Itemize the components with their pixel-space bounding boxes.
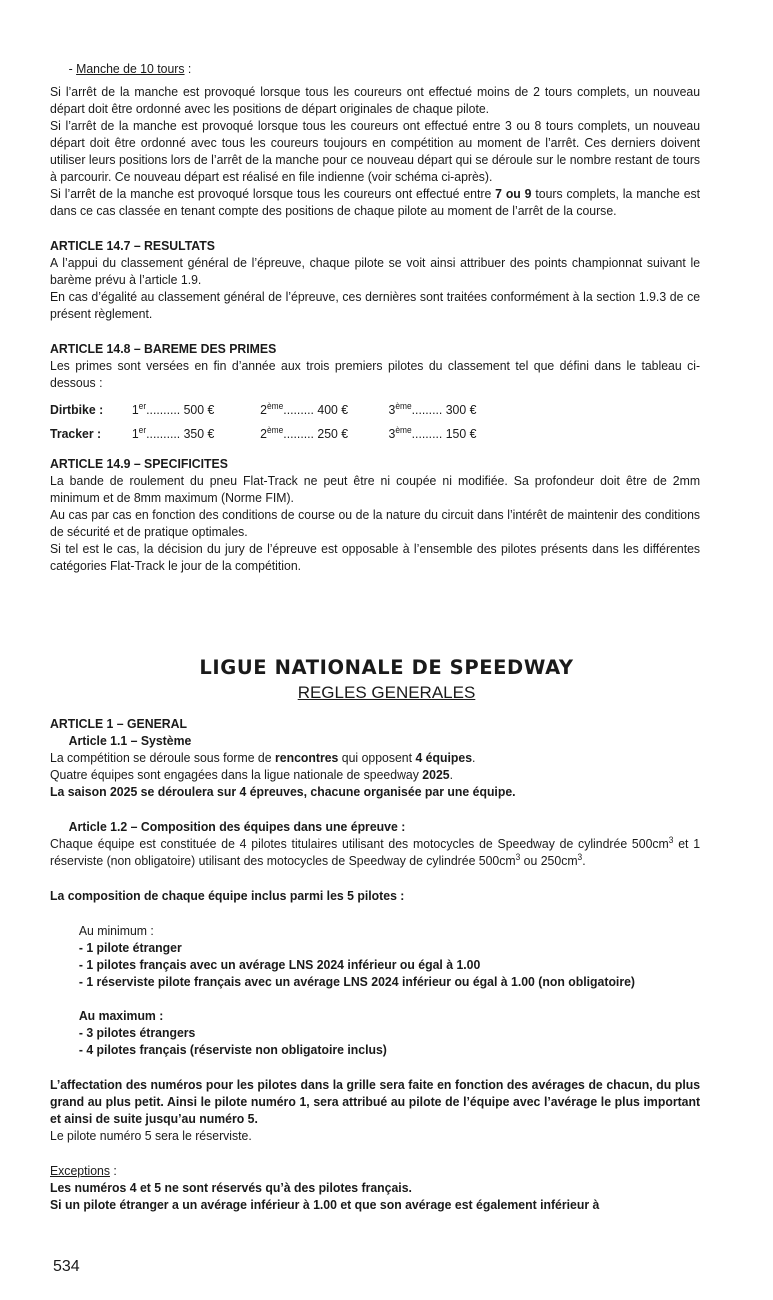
article-1-1-title: Article 1.1 – Système <box>68 733 192 748</box>
article-1-2-paragraph: Chaque équipe est constituée de 4 pilotes titulaires utilisant des motocycles de Speedway de cylindrée $500cm^3$ et 1 réserviste (non obligatoire) utilisant des motocycles de Speedway de cylindrée $500cm^3$ ou $250cm^3$. <box>50 835 701 868</box>
primes-cell: 2ème......... 400 € <box>260 400 349 417</box>
document-body-bottom <box>50 715 700 1213</box>
page-number: 534 <box>53 1258 80 1275</box>
section-heading <box>0 655 773 704</box>
primes-cell: 3ème......... 300 € <box>388 400 477 417</box>
primes-category: Tracker : <box>50 425 102 441</box>
article-14-8-title: ARTICLE 14.8 – BAREME DES PRIMES <box>50 341 277 356</box>
article-1-1-line-1: La compétition se déroule sous forme de rencontres qui opposent 4 équipes. <box>50 750 476 765</box>
manche-paragraph-1: Si l’arrêt de la manche est provoqué lorsque tous les coureurs ont effectué moins de 2 tours complets, un nouveau départ doit être ordonné avec les positions de départ originales de chaque pilote. <box>50 84 701 116</box>
numeros-paragraph: L’affectation des numéros pour les pilotes dans la grille sera faite en fonction des avérages de chacun, du plus grand au plus petit. Ainsi le pilote numéro 1, sera attribué au pilote de l’équipe avec l’avérage le plus important et ainsi de suite jusqu’au numéro 5. <box>50 1077 701 1126</box>
article-1-2-title: Article 1.2 – Composition des équipes dans une épreuve : <box>68 819 406 834</box>
exception-2: Si un pilote étranger a un avérage inférieur à 1.00 et que son avérage est également inférieur à <box>50 1197 600 1212</box>
article-14-7-paragraph-1: A l’appui du classement général de l’épreuve, chaque pilote se voit ainsi attribuer des points championnat suivant le barème prévu à l’article 1.9. <box>50 255 701 287</box>
reserviste-line: Le pilote numéro 5 sera le réserviste. <box>50 1128 252 1143</box>
article-14-9-title: ARTICLE 14.9 – SPECIFICITES <box>50 456 228 471</box>
minimum-item: - 1 réserviste pilote français avec un avérage LNS 2024 inférieur ou égal à 1.00 (non obligatoire) <box>78 974 636 989</box>
document-body-top <box>50 60 700 574</box>
ligue-title: LIGUE NATIONALE DE SPEEDWAY <box>199 656 574 679</box>
article-14-7-paragraph-2: En cas d’égalité au classement général de l’épreuve, ces dernières sont traitées conformément à la section 1.9.3 de ce présent règlement. <box>50 289 701 321</box>
primes-table <box>50 397 700 445</box>
exception-1: Les numéros 4 et 5 ne sont réservés qu’à des pilotes français. <box>50 1180 412 1195</box>
maximum-label: Au maximum : <box>78 1008 164 1023</box>
primes-row-tracker <box>50 421 700 445</box>
manche-title: Manche de 10 tours <box>76 61 185 76</box>
minimum-item: - 1 pilote étranger <box>78 940 182 955</box>
maximum-item: - 3 pilotes étrangers <box>78 1025 196 1040</box>
minimum-item: - 1 pilotes français avec un avérage LNS 2024 inférieur ou égal à 1.00 <box>78 957 481 972</box>
regles-subtitle: REGLES GENERALES <box>297 683 476 702</box>
article-1-title: ARTICLE 1 – GENERAL <box>50 716 187 731</box>
article-14-7-title: ARTICLE 14.7 – RESULTATS <box>50 238 215 253</box>
manche-paragraph-3: Si l’arrêt de la manche est provoqué lorsque tous les coureurs ont effectué entre 7 ou 9 tours complets, la manche est dans ce cas classée en tenant compte des positions de chaque pilote au moment de l’arrêt de la course. <box>50 186 701 218</box>
composition-title: La composition de chaque équipe inclus parmi les 5 pilotes : <box>50 888 405 903</box>
article-14-9-paragraph-3: Si tel est le cas, la décision du jury de l’épreuve est opposable à l’ensemble des pilotes présents dans les différentes catégories Flat-Track le jour de la compétition. <box>50 541 701 573</box>
article-14-9-paragraph-1: La bande de roulement du pneu Flat-Track ne peut être ni coupée ni modifiée. Sa profondeur doit être de 2mm minimum et de 8mm maximum (Norme FIM). <box>50 473 701 505</box>
manche-paragraph-2: Si l’arrêt de la manche est provoqué lorsque tous les coureurs ont effectué entre 3 ou 8 tours complets, un nouveau départ doit être ordonné avec tous les coureurs toujours en compétition au moment de l’arrêt. Ces derniers doivent utiliser leurs positions lors de l’arrêt de la manche pour ce nouveau départ qui se déroule sur le nombre restant de tours à parcourir. Ce nouveau départ est réalisé en file indienne (voir schéma ci-après). <box>50 118 701 184</box>
primes-cell: 2ème......... 250 € <box>260 424 349 441</box>
primes-cell: 3ème......... 150 € <box>388 424 477 441</box>
article-1-1-line-3: La saison 2025 se déroulera sur 4 épreuves, chacune organisée par une équipe. <box>50 784 516 799</box>
minimum-label: Au minimum : <box>78 923 154 938</box>
article-14-9-paragraph-2: Au cas par cas en fonction des conditions de course ou de la nature du circuit dans l’intérêt de maintenir des conditions de sécurité et de pratique optimales. <box>50 507 701 539</box>
primes-category: Dirtbike : <box>50 401 104 417</box>
exceptions-heading: Exceptions : <box>50 1163 117 1178</box>
manche-heading: - Manche de 10 tours : <box>68 61 192 76</box>
primes-cell: 1er.......... 500 € <box>131 400 215 417</box>
article-14-8-paragraph: Les primes sont versées en fin d’année aux trois premiers pilotes du classement tel que défini dans le tableau ci-dessous : <box>50 358 701 390</box>
primes-cell: 1er.......... 350 € <box>131 424 215 441</box>
maximum-item: - 4 pilotes français (réserviste non obligatoire inclus) <box>78 1042 387 1057</box>
article-1-1-line-2: Quatre équipes sont engagées dans la ligue nationale de speedway 2025. <box>50 767 454 782</box>
primes-row-dirtbike <box>50 397 700 421</box>
